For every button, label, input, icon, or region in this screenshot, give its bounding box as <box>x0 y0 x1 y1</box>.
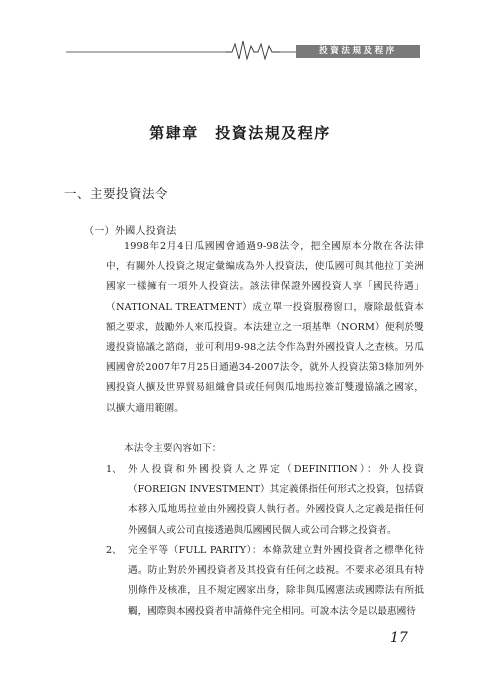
list-item <box>106 460 424 541</box>
body-paragraph: 本法令主要內容如下： <box>124 443 222 454</box>
running-header-title: 投資法規及程序 <box>296 45 420 58</box>
list-item <box>106 541 424 622</box>
subsection-heading: （一）外國人投資法 <box>84 226 177 237</box>
section-heading: 一、主要投資法令 <box>64 186 169 201</box>
list-item-text: 完全平等（FULL PARITY）：本條款建立對外國投資者之標準化待遇。防止對於外國投資者及其投資有任何之歧視。不要求必須具有特別條件及核准，且不規定國家出身，除非與瓜國憲法或國際法有所抵觸，國際與本國投資者申請條件完全相同。可說本法令是以最惠國待 <box>128 545 424 617</box>
zigzag-ornament <box>226 41 280 59</box>
chapter-title: 第肆章 投資法規及程序 <box>149 124 331 142</box>
list-item-text: 外人投資和外國投資人之界定（DEFINITION）：外人投資（FOREIGN INVESTMENT）其定義係指任何形式之投資，包括資本移入瓜地馬拉並由外國投資人執行者。外國投資人之定義是指任何外國個人或公司直接透過與瓜國國民個人或公司合夥之投資者。 <box>128 464 424 536</box>
list-item-number: 1、 <box>106 464 122 475</box>
page-number: 17 <box>390 630 408 646</box>
body-paragraph: 1998年2月4日瓜國國會通過9-98法令，把全國原本分散在各法律中，有關外人投資之規定彙編成為外人投資法，使瓜國可與其他拉丁美洲國家一樣擁有一項外人投資法。該法律保證外國投資人享「國民待遇」（NATIONAL TREATMENT）成立單一投資服務窗口，廢除最低資本額之要求，鼓勵外人來瓜投資。本法建立之一項基準（NORM）便利於雙邊投資協議之諮商，並可利用9-98之法令作為對外國投資人之查核。另瓜國國會於2007年7月25日通過34-2007法令，就外人投資法第3條加列外國投資人擴及世界貿易組織會員或任何與瓜地馬拉簽訂雙邊協議之國家，以擴大適用範圍。 <box>106 241 424 414</box>
list-item-number: 2、 <box>106 545 122 556</box>
